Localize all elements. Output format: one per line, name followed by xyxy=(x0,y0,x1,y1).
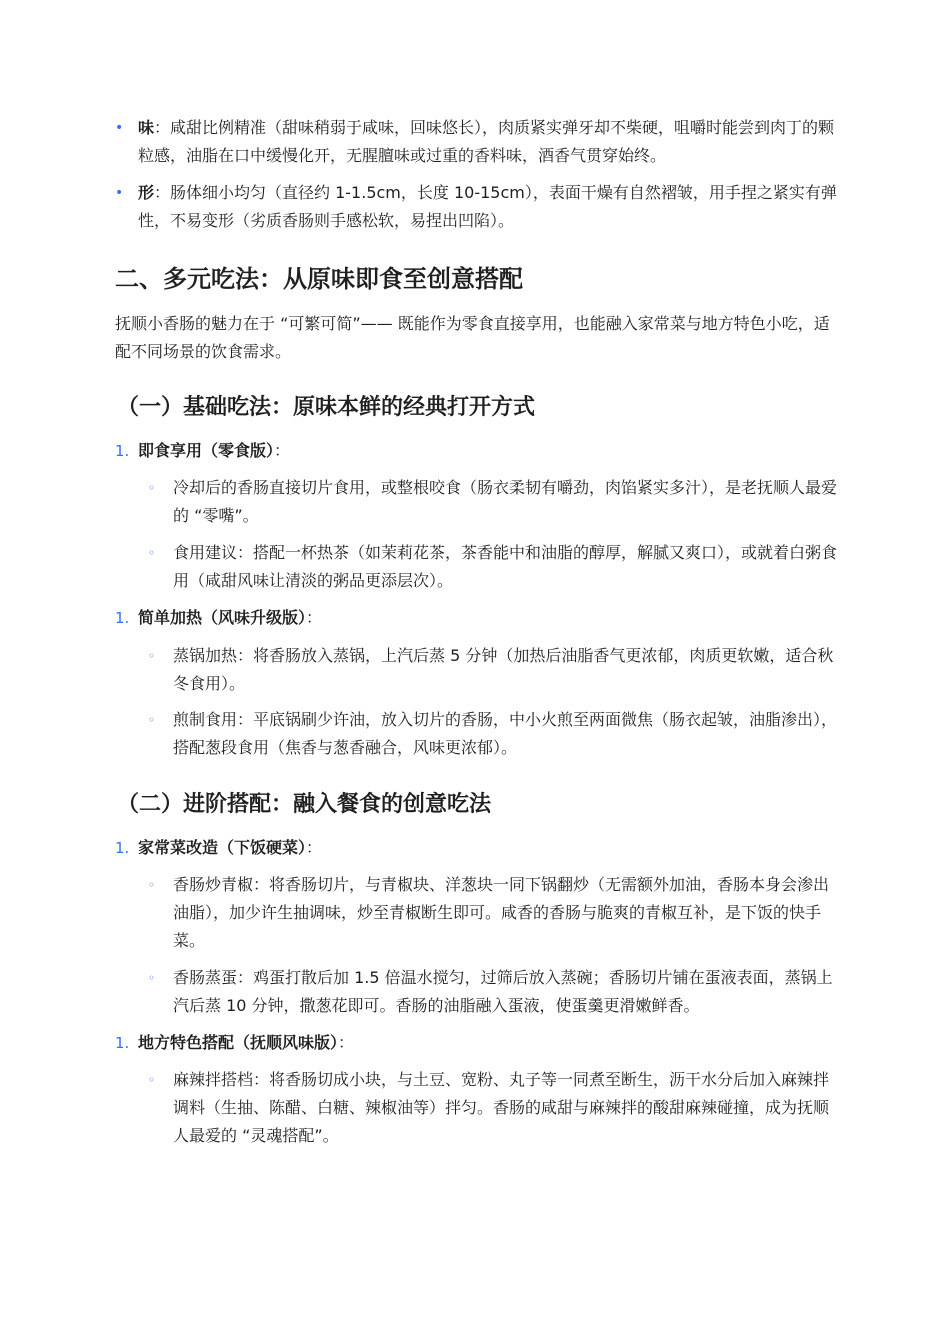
bullet-term: 形 xyxy=(138,183,155,202)
sub-point-text: 煎制食用：平底锅刷少许油，放入切片的香肠，中小火煎至两面微焦（肠衣起皱，油脂渗出），搭配葱段食用（焦香与葱香融合，风味更浓郁）。 xyxy=(173,710,838,757)
circle-bullet-icon: ◦ xyxy=(148,546,156,560)
item-title-wrap xyxy=(138,834,828,862)
bullet-text xyxy=(138,179,838,235)
circle-bullet-icon: ◦ xyxy=(148,1073,156,1087)
circle-bullet-icon: ◦ xyxy=(148,878,156,892)
bullet-desc: ：咸甜比例精准（甜味稍弱于咸味，回味悠长），肉质紧实弹牙却不柴硬，咀嚼时能尝到肉丁的颗粒感，油脂在口中缓慢化开，无腥膻味或过重的香料味，酒香气贯穿始终。 xyxy=(138,118,835,165)
item-suffix: ： xyxy=(306,838,323,857)
sub-point-text: 冷却后的香肠直接切片食用，或整根咬食（肠衣柔韧有嚼劲，肉馅紧实多汁），是老抚顺人最爱的 “零嘴”。 xyxy=(173,478,838,525)
bullet-dot: • xyxy=(115,120,124,136)
bullet-desc: ：肠体细小均匀（直径约 1-1.5cm，长度 10-15cm），表面干燥有自然褶皱，用手捏之紧实有弹性，不易变形（劣质香肠则手感松软，易捏出凹陷）。 xyxy=(138,183,837,230)
item-number: 1. xyxy=(115,609,130,627)
sub-point-text: 香肠蒸蛋：鸡蛋打散后加 1.5 倍温水搅匀，过筛后放入蒸碗；香肠切片铺在蛋液表面，蒸锅上汽后蒸 10 分钟，撒葱花即可。香肠的油脂融入蛋液，使蛋羹更滑嫩鲜香。 xyxy=(173,968,833,1015)
item-suffix: ： xyxy=(306,608,323,627)
item-suffix: ： xyxy=(274,441,291,460)
sub-point-text: 蒸锅加热：将香肠放入蒸锅，上汽后蒸 5 分钟（加热后油脂香气更浓郁，肉质更软嫩，适合秋冬食用）。 xyxy=(173,646,834,693)
numbered-item xyxy=(115,1029,835,1057)
bullet-item-taste xyxy=(115,114,835,170)
item-number: 1. xyxy=(115,839,130,857)
bullet-dot: • xyxy=(115,185,124,201)
bullet-term: 味 xyxy=(138,118,155,137)
circle-bullet-icon: ◦ xyxy=(148,649,156,663)
bullet-text xyxy=(138,114,838,170)
numbered-item xyxy=(115,834,835,862)
circle-bullet-icon: ◦ xyxy=(148,713,156,727)
numbered-item xyxy=(115,604,835,632)
item-title: 家常菜改造（下饭硬菜） xyxy=(138,838,307,857)
item-title: 地方特色搭配（抚顺风味版） xyxy=(138,1033,339,1052)
circle-bullet-icon: ◦ xyxy=(148,481,156,495)
sub-point-text: 食用建议：搭配一杯热茶（如茉莉花茶，茶香能中和油脂的醇厚，解腻又爽口），或就着白粥食用（咸甜风味让清淡的粥品更添层次）。 xyxy=(173,543,838,590)
sub-point-text: 香肠炒青椒：将香肠切片，与青椒块、洋葱块一同下锅翻炒（无需额外加油，香肠本身会渗出油脂），加少许生抽调味，炒至青椒断生即可。咸香的香肠与脆爽的青椒互补，是下饭的快手菜。 xyxy=(173,875,830,950)
numbered-item xyxy=(115,437,835,465)
circle-bullet-icon: ◦ xyxy=(148,971,156,985)
section-intro: 抚顺小香肠的魅力在于 “可繁可简”—— 既能作为零食直接享用，也能融入家常菜与地方特色小吃，适配不同场景的饮食需求。 xyxy=(115,314,830,361)
item-number: 1. xyxy=(115,442,130,460)
item-number: 1. xyxy=(115,1034,130,1052)
bullet-item-shape xyxy=(115,179,835,235)
item-title: 即食享用（零食版） xyxy=(138,441,275,460)
item-title: 简单加热（风味升级版） xyxy=(138,608,307,627)
item-title-wrap xyxy=(138,604,828,632)
item-title-wrap xyxy=(138,437,828,465)
item-title-wrap xyxy=(138,1029,828,1057)
item-suffix: ： xyxy=(338,1033,355,1052)
subsection-heading: （一）基础吃法：原味本鲜的经典打开方式 xyxy=(117,395,536,420)
subsection-heading: （二）进阶搭配：融入餐食的创意吃法 xyxy=(117,792,492,817)
section-heading: 二、多元吃法：从原味即食至创意搭配 xyxy=(115,265,523,293)
sub-point-text: 麻辣拌搭档：将香肠切成小块，与土豆、宽粉、丸子等一同煮至断生，沥干水分后加入麻辣拌调料（生抽、陈醋、白糖、辣椒油等）拌匀。香肠的咸甜与麻辣拌的酸甜麻辣碰撞，成为抚顺人最爱的 “灵魂搭配”。 xyxy=(173,1070,830,1145)
